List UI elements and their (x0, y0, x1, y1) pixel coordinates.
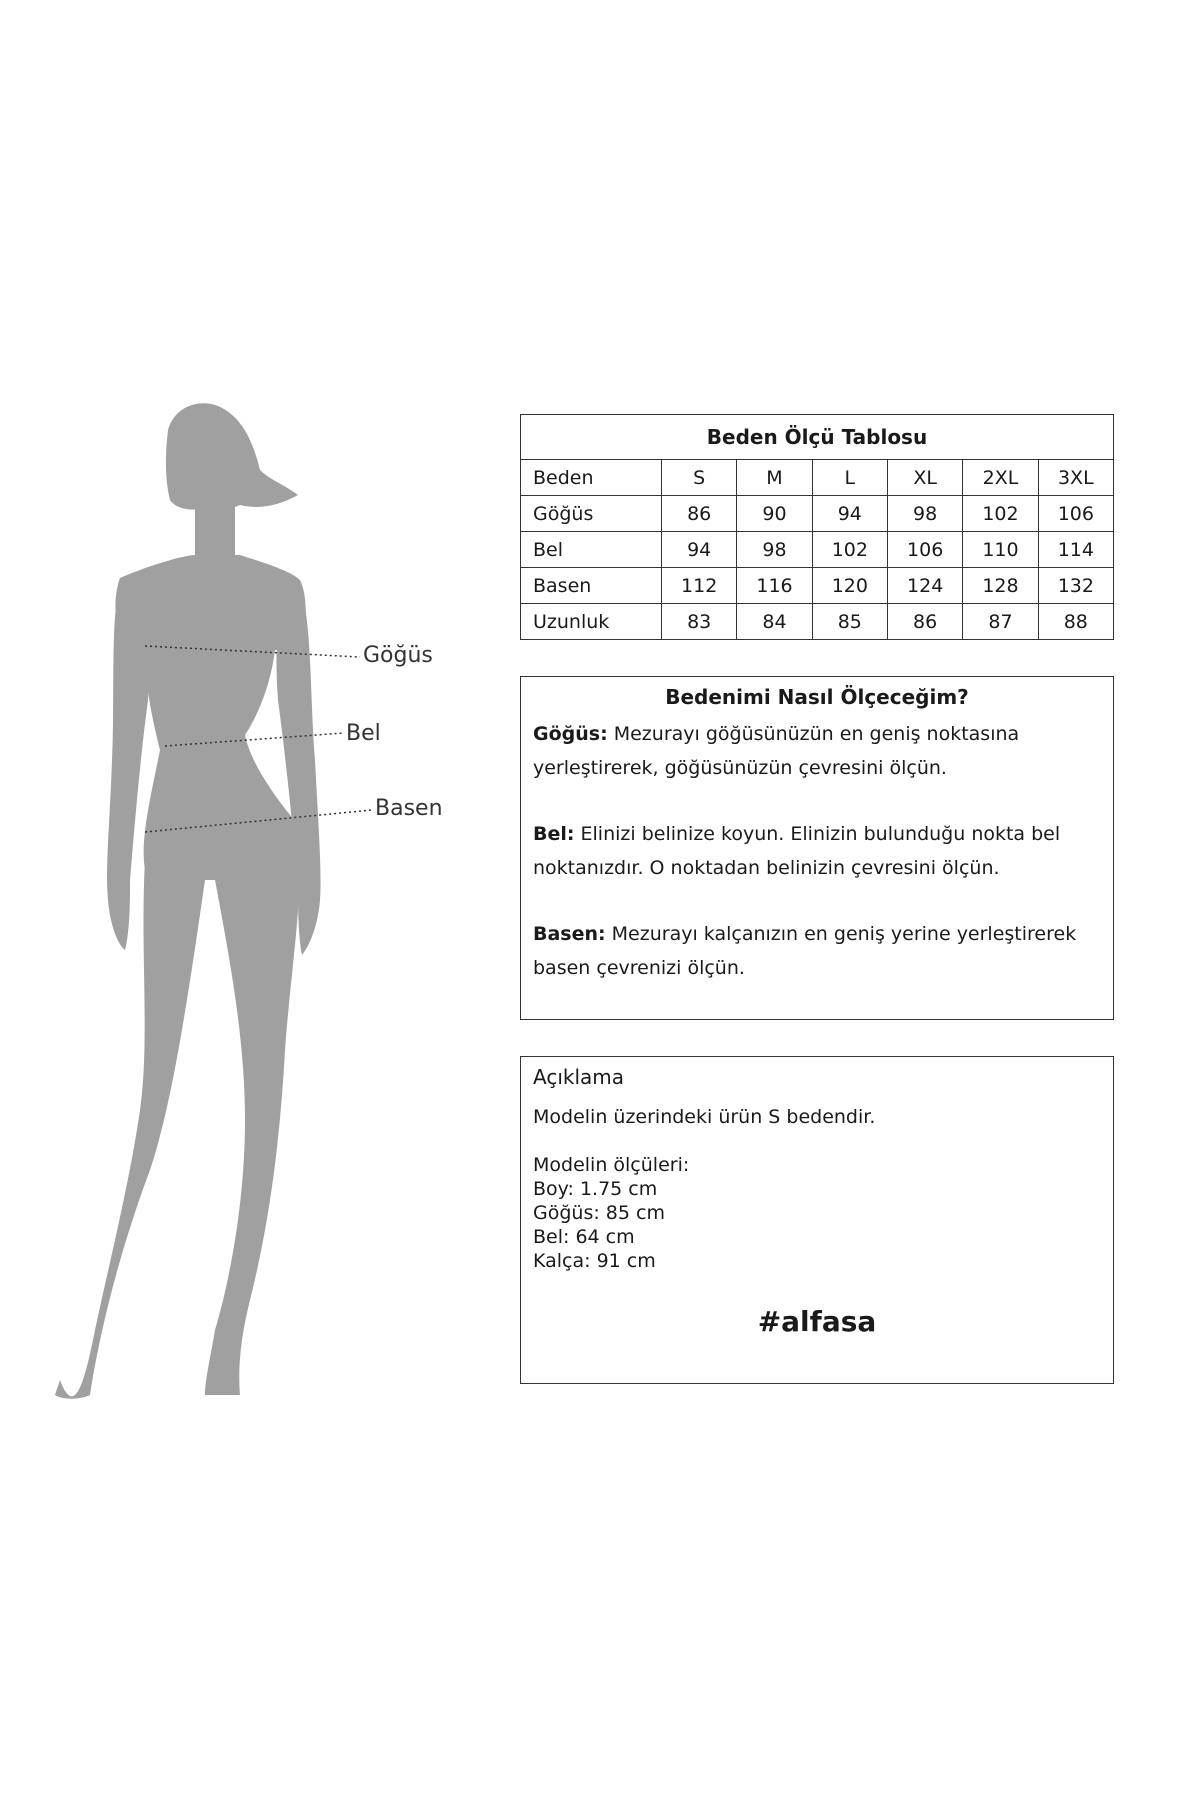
table-row (521, 496, 1114, 532)
instruction-term: Basen: (533, 923, 606, 945)
size-header-cell: XL (887, 460, 962, 496)
body-silhouette (0, 0, 460, 1800)
table-cell: 120 (812, 568, 887, 604)
waist-label: Bel (346, 721, 381, 746)
table-row (521, 604, 1114, 640)
size-header-cell: M (737, 460, 812, 496)
table-cell: 102 (812, 532, 887, 568)
instruction-text: Mezurayı göğüsünüzün en geniş noktasına yerleştirerek, göğüsünüzün çevresini ölçün. (533, 723, 1020, 779)
how-to-title: Bedenimi Nasıl Ölçeceğim? (665, 685, 969, 709)
table-cell: 124 (887, 568, 962, 604)
row-label: Uzunluk (521, 604, 662, 640)
row-label: Bel (521, 532, 662, 568)
brand-hashtag: #alfasa (757, 1305, 877, 1338)
table-cell: 90 (737, 496, 812, 532)
table-row (521, 460, 1114, 496)
table-cell: 112 (662, 568, 737, 604)
chest-instruction (533, 717, 1101, 785)
row-label: Göğüs (521, 496, 662, 532)
description-box (520, 1056, 1114, 1384)
size-header-cell: 2XL (963, 460, 1038, 496)
model-measure-height: Boy: 1.75 cm (533, 1178, 658, 1200)
table-cell: 98 (887, 496, 962, 532)
hips-instruction (533, 917, 1101, 985)
table-cell: 87 (963, 604, 1038, 640)
row-label: Basen (521, 568, 662, 604)
instruction-text: Elinizi belinize koyun. Elinizin bulunduğu nokta bel noktanızdır. O noktadan belinizin çevresini ölçün. (533, 823, 1061, 879)
table-cell: 88 (1038, 604, 1113, 640)
hips-label: Basen (375, 796, 443, 821)
table-cell: 116 (737, 568, 812, 604)
table-cell: 85 (812, 604, 887, 640)
table-row (521, 568, 1114, 604)
model-measure-waist: Bel: 64 cm (533, 1226, 635, 1248)
instruction-term: Bel: (533, 823, 575, 845)
model-measures-title: Modelin ölçüleri: (533, 1154, 690, 1176)
size-chart-title: Beden Ölçü Tablosu (521, 415, 1114, 460)
table-cell: 98 (737, 532, 812, 568)
size-header-cell: L (812, 460, 887, 496)
table-cell: 128 (963, 568, 1038, 604)
table-cell: 106 (1038, 496, 1113, 532)
instruction-term: Göğüs: (533, 723, 608, 745)
table-row (521, 532, 1114, 568)
chest-label: Göğüs (363, 643, 433, 668)
product-note: Modelin üzerindeki ürün S bedendir. (533, 1106, 876, 1128)
table-cell: 83 (662, 604, 737, 640)
table-cell: 84 (737, 604, 812, 640)
table-cell: 106 (887, 532, 962, 568)
table-cell: 94 (812, 496, 887, 532)
waist-instruction (533, 817, 1101, 885)
table-cell: 102 (963, 496, 1038, 532)
table-cell: 86 (662, 496, 737, 532)
size-header-cell: S (662, 460, 737, 496)
table-cell: 110 (963, 532, 1038, 568)
size-chart-table (520, 414, 1114, 640)
how-to-measure-box (520, 676, 1114, 1020)
table-cell: 114 (1038, 532, 1113, 568)
description-title: Açıklama (533, 1065, 625, 1089)
table-cell: 94 (662, 532, 737, 568)
table-cell: 86 (887, 604, 962, 640)
row-label: Beden (521, 460, 662, 496)
instruction-text: Mezurayı kalçanızın en geniş yerine yerleştirerek basen çevrenizi ölçün. (533, 923, 1077, 979)
table-cell: 132 (1038, 568, 1113, 604)
model-measure-hips: Kalça: 91 cm (533, 1250, 656, 1272)
model-measure-chest: Göğüs: 85 cm (533, 1202, 665, 1224)
size-header-cell: 3XL (1038, 460, 1113, 496)
